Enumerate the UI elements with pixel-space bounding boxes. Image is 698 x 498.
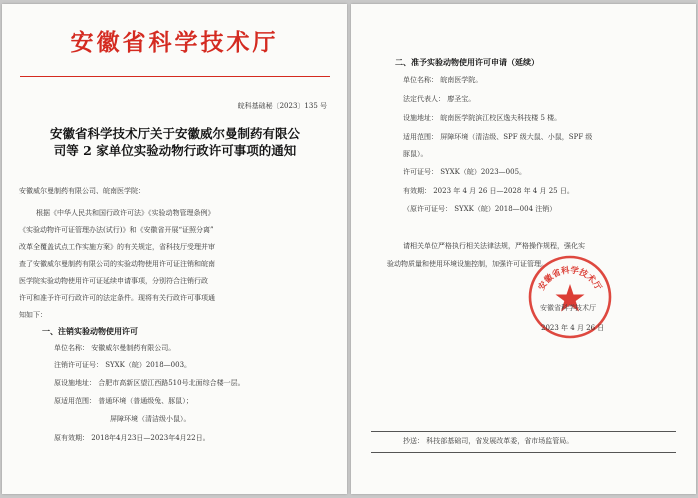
seal-text: 安徽省科学技术厅 xyxy=(536,265,604,293)
body-line: 许可和准予许可行政许可的法定条件。现将有关行政许可事项通 xyxy=(19,294,215,302)
s2-old-license: （原许可证号： SYXK（皖）2018—004 注销） xyxy=(403,205,557,213)
s2-unit: 单位名称： 皖南医学院。 xyxy=(403,76,483,84)
body-paragraph xyxy=(19,205,326,324)
s1-validity: 原有效期： 2018年4月23日—2023年4月22日。 xyxy=(54,434,210,442)
signature-date: 2023 年 4 月 26 日 xyxy=(541,324,605,332)
s1-scope-cont: 屏障环境（清洁级小鼠）。 xyxy=(110,415,191,423)
body-line: 《实验动物许可证管理办法(试行)》和《安徽省开展“证照分离” xyxy=(19,226,214,234)
body-line: 根据《中华人民共和国行政许可法》《实验动物管理条例》 xyxy=(36,209,215,217)
salutation: 安徽威尔曼制药有限公司、皖南医学院： xyxy=(19,187,145,195)
closing-line: 请相关单位严格执行相关法律法规，严格操作规程，强化实 xyxy=(403,242,585,250)
closing-line: 验动物质量和使用环境设施控制，加强许可证管理。 xyxy=(387,260,548,268)
right-page xyxy=(351,4,696,494)
cc-divider-bottom xyxy=(371,452,676,453)
s1-unit: 单位名称： 安徽威尔曼制药有限公司。 xyxy=(54,344,176,352)
cc-divider-top xyxy=(371,431,676,432)
s1-license: 注销许可证号： SYXK（皖）2018—003。 xyxy=(54,361,192,369)
letterhead-rule xyxy=(20,76,330,77)
s1-scope: 原适用范围： 普通环境（普通级兔、豚鼠）； xyxy=(54,397,193,405)
document-title-line: 安徽省科学技术厅关于安徽威尔曼制药有限公 xyxy=(49,126,300,141)
s2-scope: 适用范围： 屏障环境（清洁级、SPF 级大鼠、小鼠，SPF 级 xyxy=(403,133,593,141)
cc-line: 抄送： 科技部基础司，省发展改革委，省市场监管局。 xyxy=(403,437,574,445)
signature-org: 安徽省科学技术厅 xyxy=(540,304,596,312)
document-title xyxy=(16,125,334,159)
s2-scope-cont: 豚鼠）。 xyxy=(403,150,428,158)
document-title-line: 司等 2 家单位实验动物行政许可事项的通知 xyxy=(53,143,297,158)
letterhead-title: 安徽省科学技术厅 xyxy=(70,29,279,56)
document-number: 皖科基础秘〔2023〕135 号 xyxy=(237,102,327,110)
s2-validity: 有效期： 2023 年 4 月 26 日—2028 年 4 月 25 日。 xyxy=(403,187,574,195)
section1-heading: 一、注销实验动物使用许可 xyxy=(42,326,138,336)
s2-license: 许可证号： SYXK（皖）2023—005。 xyxy=(403,168,527,176)
s2-address: 设施地址： 皖南医学院滨江校区逸夫科技楼 5 楼。 xyxy=(403,114,562,122)
left-page xyxy=(2,4,347,494)
body-line: 查了安徽威尔曼制药有限公司的实验动物使用许可证注销和皖南 xyxy=(19,260,215,268)
s1-address: 原设施地址： 合肥市高新区望江西路510号北面综合楼一层。 xyxy=(54,379,245,387)
s2-legal-rep: 法定代表人： 廖圣宝。 xyxy=(403,95,476,103)
section2-heading: 二、准予实验动物使用许可申请（延续） xyxy=(395,57,539,67)
body-line: 医学院实验动物使用许可证延续申请事项，分别符合注销行政 xyxy=(19,277,208,285)
body-line: 改革全覆盖试点工作实施方案》的有关规定，省科技厅受理并审 xyxy=(19,243,215,251)
body-line: 知如下： xyxy=(19,311,47,319)
